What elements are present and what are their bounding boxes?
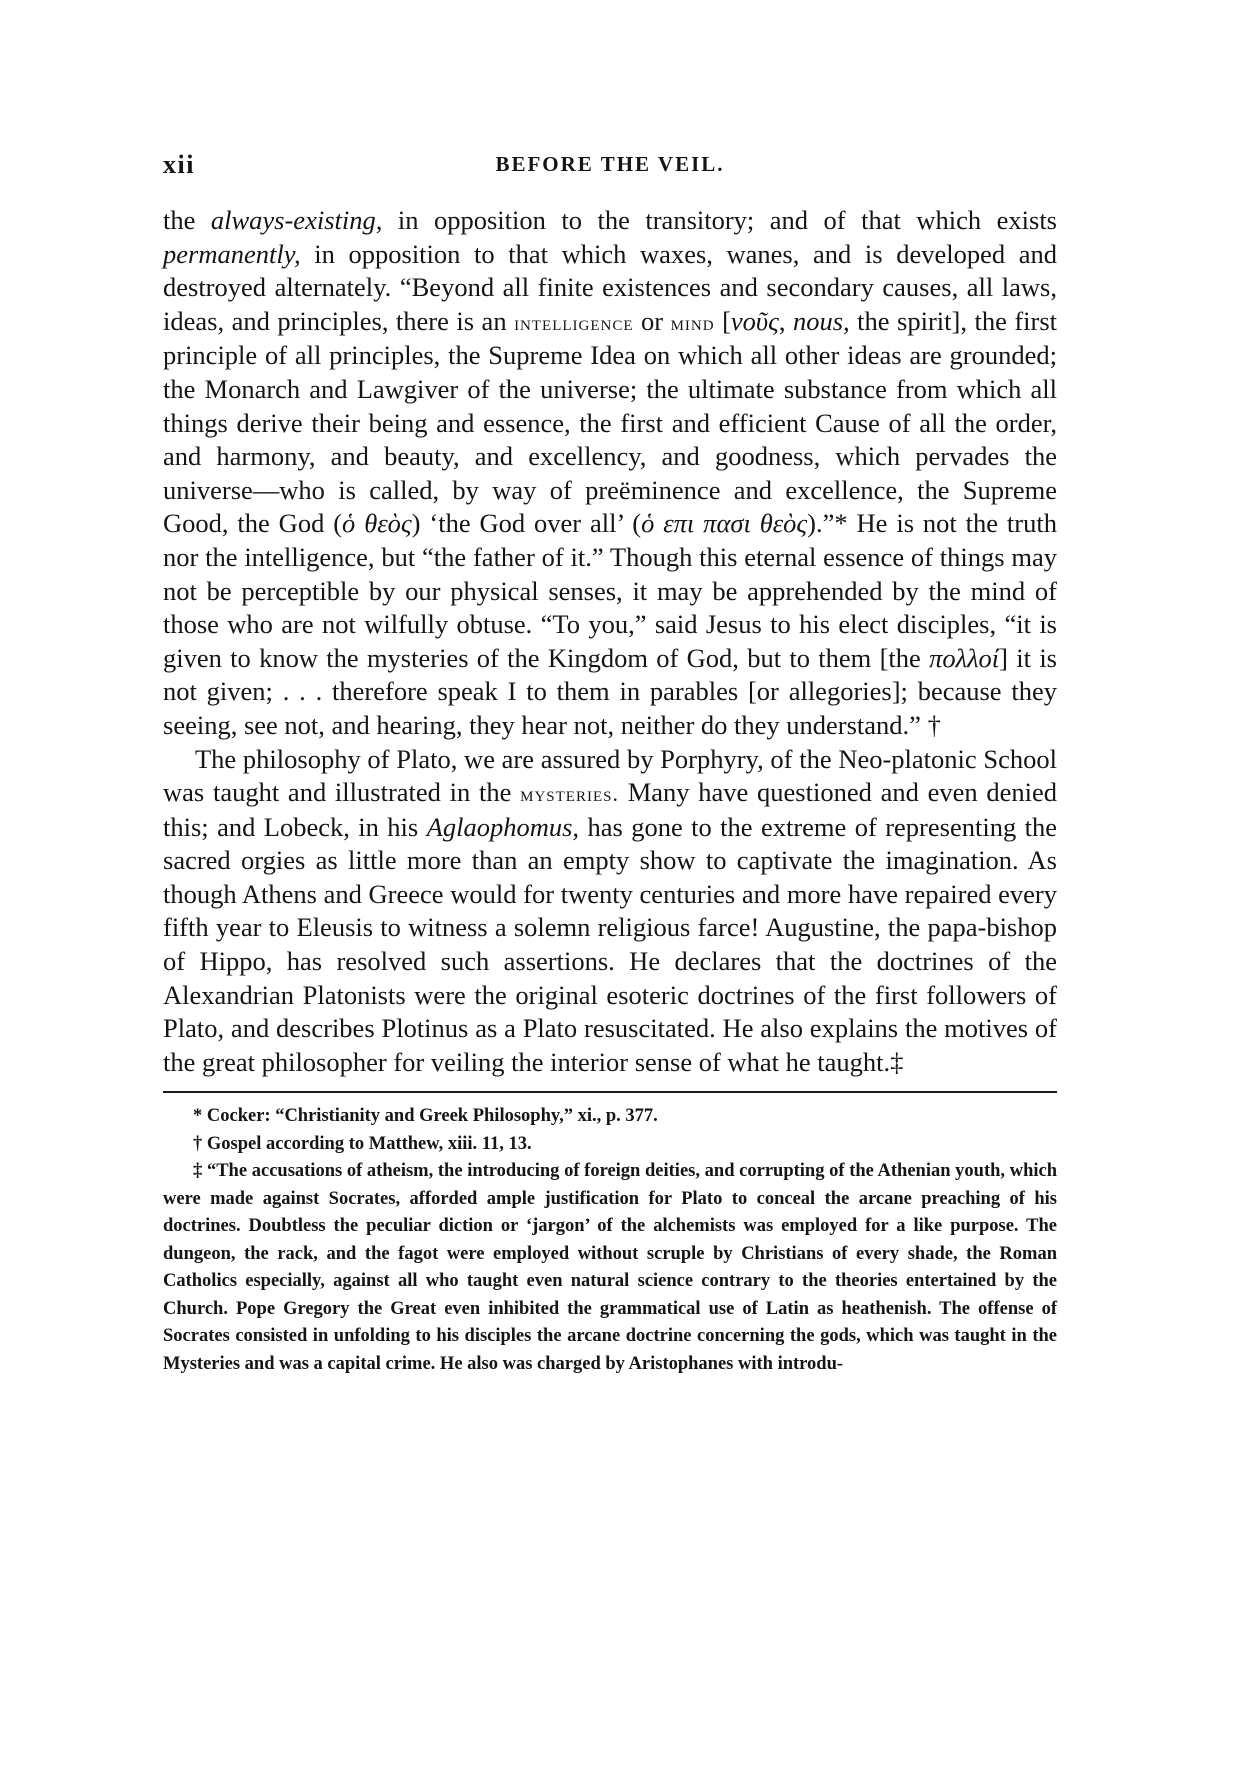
small-caps-word: mind (670, 309, 715, 335)
page-number: xii (163, 150, 195, 179)
text-run: in opposition to the transitory; and of that which exists (382, 205, 1057, 235)
italic-phrase: Aglaophomus, (426, 811, 580, 842)
book-page (163, 150, 1057, 1378)
text-run: , (778, 305, 793, 336)
greek-word: ὁ θεὸς (342, 508, 412, 539)
text-run: or (633, 305, 671, 336)
text-run: [ (714, 305, 731, 336)
text-run: the (163, 205, 211, 235)
italic-phrase: nous, (792, 305, 850, 336)
greek-word: νοῦς (730, 305, 779, 336)
text-run: ).”* He is not the truth nor the intelligence, but “the father of it.” Though this eternal essence of things may not be perceptible by our physical senses, it may be apprehended by the mind of those who are not wilfully obtuse. “To you,” said Jesus to his elect disciples, “it is given to know the mysteries of the Kingdom of God, but to them [the (163, 508, 1057, 673)
paragraph-1 (163, 204, 1057, 743)
footnotes (163, 1103, 1057, 1378)
text-run: ] it is not given; . . . therefore speak I to them in parables [or allegories]; because they seeing, see not, and hearing, they hear not, neither do they understand.” † (163, 642, 1057, 740)
footnote-1: * Cocker: “Christianity and Greek Philosophy,” xi., p. 377. (193, 1106, 658, 1127)
greek-word: πολλοί (929, 642, 1000, 673)
running-head: BEFORE THE VEIL. (495, 152, 725, 176)
greek-word: ὁ επι πασι θεὸς (641, 508, 808, 539)
small-caps-word: mysteries. (520, 781, 619, 807)
text-run: in opposition to that which waxes, wanes, and is developed and destroyed alternately. “Beyond all finite existences and secondary causes, all laws, ideas, and principles, there is an (163, 238, 1057, 336)
footnote-3: ‡ “The accusations of atheism, the introducing of foreign deities, and corrupting of the Athenian youth, which were made against Socrates, afforded ample justification for Plato to conceal the arcane preaching of his doctrines. Doubtless the peculiar diction or ‘jargon’ of the alchemists was employed for a like purpose. The dungeon, the rack, and the fagot were employed without scruple by Christians of every shade, the Roman Catholics especially, against all who taught even natural science contrary to the theories entertained by the Church. Pope Gregory the Great even inhibited the grammatical use of Latin as heathenish. The offense of Socrates consisted in unfolding to his disciples the arcane doctrine concerning the gods, which was taught in the Mysteries and was a capital crime. He also was charged by Aristophanes with introdu- (163, 1161, 1057, 1374)
italic-phrase: always-existing, (210, 205, 383, 235)
page-header (163, 150, 1057, 190)
text-run: ) ‘the God over all’ ( (411, 508, 642, 539)
main-text (163, 204, 1057, 1079)
paragraph-2 (163, 743, 1057, 1080)
text-run: the spirit], the first principle of all principles, the Supreme Idea on which all other ideas are grounded; the Monarch and Lawgiver of the universe; the ultimate substance from which all things derive their being and essence, the first and efficient Cause of all the order, and harmony, and beauty, and excellency, and goodness, which pervades the universe—who is called, by way of preëminence and excellence, the Supreme Good, the God ( (163, 305, 1058, 539)
small-caps-word: intelligence (514, 309, 634, 335)
footnote-rule (163, 1091, 1057, 1093)
text-run: Many have questioned and even denied this; and Lobeck, in his (163, 777, 1057, 842)
italic-phrase: permanently, (163, 238, 301, 269)
text-run: The philosophy of Plato, we are assured by Porphyry, of the Neo-platonic School was taught and illustrated in the (163, 743, 1057, 808)
text-run: has gone to the extreme of representing the sacred orgies as little more than an empty show to captivate the imagination. As though Athens and Greece would for twenty centuries and more have repaired every fifth year to Eleusis to witness a solemn religious farce! Augustine, the papa-bishop of Hippo, has resolved such assertions. He declares that the doctrines of the Alexandrian Platonists were the original esoteric doctrines of the first followers of Plato, and describes Plotinus as a Plato resuscitated. He also explains the motives of the great philosopher for veiling the interior sense of what he taught.‡ (163, 811, 1057, 1077)
footnote-2: † Gospel according to Matthew, xiii. 11, 13. (193, 1133, 532, 1154)
